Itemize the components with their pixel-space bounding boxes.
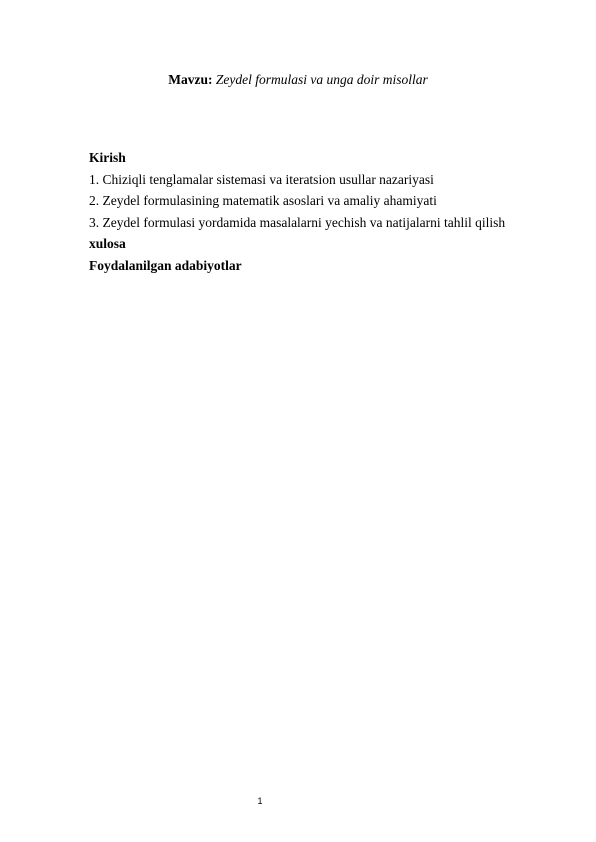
toc-item-intro: Kirish xyxy=(89,150,126,165)
toc-item-references: Foydalanilgan adabiyotlar xyxy=(89,257,242,273)
table-of-contents xyxy=(89,147,569,276)
page-number: 1 xyxy=(257,796,263,806)
toc-item-chapter-3: 3. Zeydel formulasi yordamida masalalarni yechish va natijalarni tahlil qilish xyxy=(89,214,506,230)
document-title xyxy=(0,71,596,89)
toc-item-conclusion: xulosa xyxy=(89,236,126,251)
title-label: Mavzu: xyxy=(168,72,213,87)
title-topic: Zeydel formulasi va unga doir misollar xyxy=(215,72,428,87)
toc-item-chapter-1: 1. Chiziqli tenglamalar sistemasi va iteratsion usullar nazariyasi xyxy=(89,171,434,187)
toc-item-chapter-2: 2. Zeydel formulasining matematik asoslari va amaliy ahamiyati xyxy=(89,193,437,208)
